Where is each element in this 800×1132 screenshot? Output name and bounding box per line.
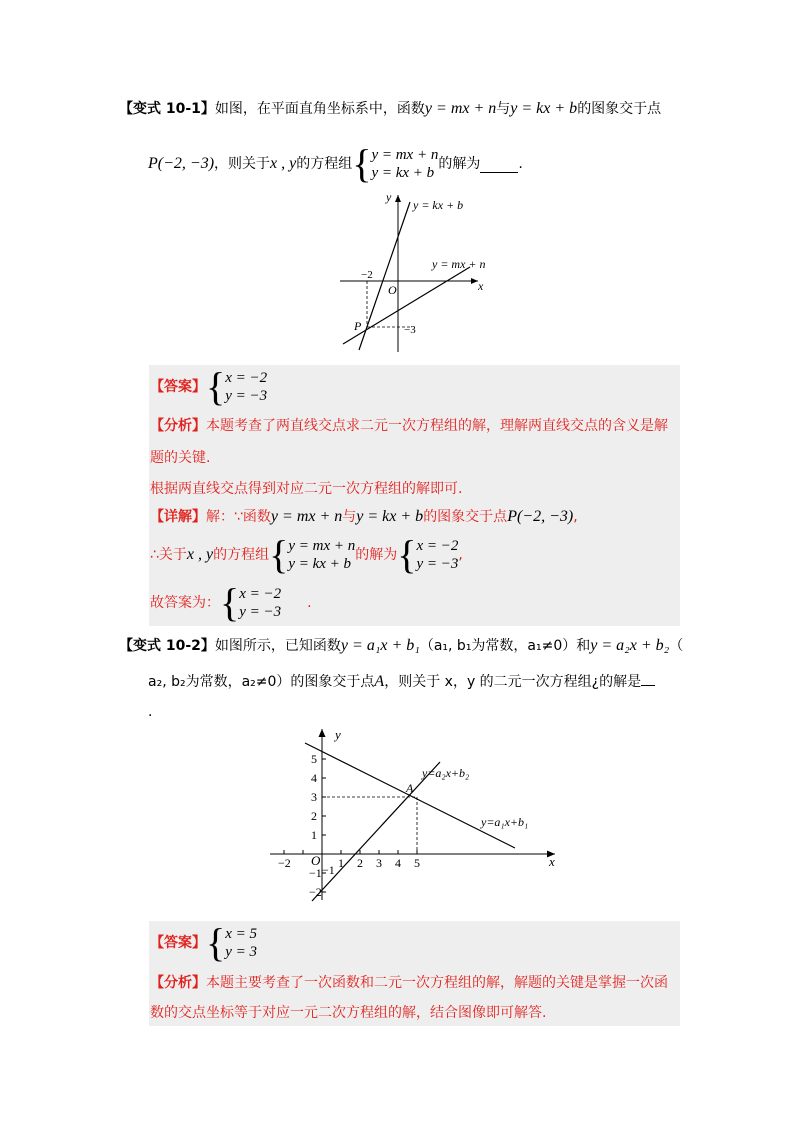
q1-x-label: x <box>478 279 484 293</box>
a1-analysis-tag: 【分析】 <box>150 418 206 434</box>
q2-x-ticks <box>284 850 417 854</box>
a1-answer-row <box>150 365 267 409</box>
a1-detail-comma2: , <box>458 547 463 563</box>
a1-detail-point: P(−2, −3) <box>507 508 574 525</box>
q1-origin: O <box>388 283 397 297</box>
a1-detail-and: 与 <box>342 509 357 525</box>
q1-line2 <box>148 142 523 186</box>
a1-final-y: y = −3 <box>239 604 282 620</box>
a1-answer-system <box>225 369 267 405</box>
q1-answer-blank[interactable] <box>480 156 518 173</box>
q1-tick-x: −2 <box>361 269 373 281</box>
a1-detail-eq-k: y = kx + b <box>356 508 424 525</box>
q1-point: P(−2, −3) <box>148 155 215 172</box>
answer-block-1 <box>149 365 680 626</box>
q2-y-tick-label: 4 <box>311 771 317 785</box>
q2-text2: a₂, b₂为常数，a₂≠0）的图象交于点 <box>148 674 375 690</box>
a1-detail-text1: 解：∵函数 <box>206 509 271 525</box>
a2-answer-system <box>225 925 257 961</box>
q1-y-label: y <box>386 190 392 204</box>
q2-y-arrow <box>319 729 326 737</box>
q2-y-tick-label: 5 <box>311 752 317 766</box>
q1-line1 <box>119 99 661 119</box>
q1-sys-eq1: y = mx + n <box>371 147 439 163</box>
a1-analysis-1 <box>150 416 668 436</box>
a1-final <box>150 581 312 625</box>
q2-eq2: y = a₂x + b₂ <box>590 637 670 654</box>
q2-x-tick-label: 2 <box>357 856 363 870</box>
q1-tick-y: −3 <box>404 324 416 336</box>
a2-brace: { <box>206 920 226 965</box>
a2-analysis-2: 数的交点坐标等于对应一元二次方程组的解，结合图像即可解答. <box>150 1005 547 1021</box>
a1-final-x: x = −2 <box>239 586 282 602</box>
a1-detail-text2: 的图象交于点 <box>423 509 508 525</box>
q2-y-tick-label: 1 <box>311 828 317 842</box>
a1-final-period: . <box>307 595 312 611</box>
q1-sys-eq2: y = kx + b <box>371 165 435 181</box>
a1-detail-solution <box>416 537 458 573</box>
a1-ans-y: y = −3 <box>225 388 268 404</box>
q2-graph <box>265 725 565 907</box>
a1-final-system <box>239 585 281 621</box>
q1-text-post: 的图象交于点 <box>577 101 662 117</box>
q1-point-label: P <box>354 319 362 333</box>
q2-x-tick-label: 3 <box>376 856 382 870</box>
q2-text-pre: 如图所示，已知函数 <box>214 638 341 654</box>
a2-analysis-1 <box>150 973 668 993</box>
a1-detail-sys2: y = kx + b <box>288 556 352 572</box>
a1-detail-eq-m: y = mx + n <box>270 508 343 525</box>
q1-system <box>371 146 438 182</box>
answer-block-2 <box>149 921 680 1026</box>
q2-y-tick-label: 2 <box>311 809 317 823</box>
q1-y-arrow <box>395 195 401 202</box>
q1-eq-m: y = mx + n <box>424 100 497 117</box>
q1-post: 的方程组 <box>296 156 353 172</box>
q1-mid: ，则关于 <box>214 156 271 172</box>
a1-detail-text3: ∴关于 <box>150 547 187 563</box>
q2-tag: 【变式 10-2】 <box>119 638 215 654</box>
q2-label-line2: y=a₂x+b₂ <box>422 766 470 780</box>
q2-y-tick-label: −1 <box>309 866 322 880</box>
a1-analysis-2: 题的关键. <box>150 450 211 466</box>
a1-detail-tag: 【详解】 <box>150 509 206 525</box>
q1-label-m: y = mx + n <box>432 257 486 271</box>
q1-period: . <box>518 156 523 172</box>
a1-answer-tag: 【答案】 <box>150 379 206 395</box>
q1-eq-k: y = kx + b <box>510 100 578 117</box>
a1-detail-brace2: { <box>397 532 417 577</box>
a1-detail-comma: , <box>573 509 578 525</box>
q1-text-pre: 如图，在平面直角坐标系中，函数 <box>214 101 425 117</box>
q2-x-tick-label: 4 <box>395 856 401 870</box>
q1-brace: { <box>352 141 372 186</box>
q1-label-k: y = kx + b <box>413 198 464 212</box>
a1-detail-brace1: { <box>269 532 289 577</box>
a1-detail-1 <box>150 507 578 527</box>
a1-detail-text5: 的解为 <box>355 547 398 563</box>
q2-x-tick-label: −1 <box>322 863 335 877</box>
q2-eq1: y = a₁x + b₁ <box>340 637 420 654</box>
q2-x-tick-label: 1 <box>338 856 344 870</box>
a2-analysis-text1: 本题主要考查了一次函数和二元一次方程组的解，解题的关键是掌握一次函 <box>206 975 668 991</box>
a1-analysis-3: 根据两直线交点得到对应二元一次方程组的解即可. <box>150 481 463 497</box>
a1-ans-x: x = −2 <box>225 370 268 386</box>
q2-line-1 <box>305 743 515 848</box>
a1-detail-system <box>288 537 355 573</box>
a1-detail-sol-x: x = −2 <box>416 538 459 554</box>
q2-y-tick-label: −2 <box>309 885 322 899</box>
q1-vars: x , y <box>270 155 297 172</box>
q2-line3: . <box>148 704 153 720</box>
a1-detail-2 <box>150 533 463 577</box>
q2-line1 <box>119 636 683 656</box>
q2-y-tick-label: 3 <box>311 790 317 804</box>
q2-x-tick-label: 5 <box>414 856 420 870</box>
a1-final-brace: { <box>220 580 240 625</box>
q1-x-arrow <box>471 278 478 284</box>
q1-and: 与 <box>496 101 511 117</box>
q2-x-label: x <box>549 854 555 869</box>
q2-line-2 <box>312 762 440 901</box>
a2-ans-y: y = 3 <box>225 944 257 960</box>
q2-text3: ，则关于 x，y 的二元一次方程组¿的解是 <box>384 674 642 690</box>
a1-detail-sys1: y = mx + n <box>288 538 356 554</box>
q2-point: A <box>374 673 385 690</box>
a1-final-label: 故答案为： <box>150 595 220 611</box>
q2-x-tick-label: −2 <box>278 856 291 870</box>
q2-line2 <box>148 669 655 692</box>
q2-label-line1: y=a₁x+b₁ <box>481 815 529 829</box>
a2-ans-x: x = 5 <box>225 926 257 942</box>
q2-answer-blank[interactable] <box>641 669 655 686</box>
q2-point-label: A <box>406 781 414 795</box>
a1-detail-text4: 的方程组 <box>213 547 270 563</box>
q1-end: 的解为 <box>438 156 481 172</box>
a2-answer-row <box>150 921 257 965</box>
q1-graph <box>330 190 500 355</box>
a2-answer-tag: 【答案】 <box>150 935 206 951</box>
q2-paren-open: （ <box>669 638 684 654</box>
a1-brace: { <box>206 364 226 409</box>
q2-y-label: y <box>335 727 341 742</box>
q2-origin: O <box>311 853 321 868</box>
a2-analysis-tag: 【分析】 <box>150 975 206 991</box>
q1-tag: 【变式 10-1】 <box>119 101 215 117</box>
a1-detail-vars: x , y <box>186 546 214 563</box>
a1-analysis-text1: 本题考查了两直线交点求二元一次方程组的解，理解两直线交点的含义是解 <box>206 418 668 434</box>
q2-paren1: （a₁, b₁为常数，a₁≠0）和 <box>419 638 591 654</box>
a1-detail-sol-y: y = −3 <box>416 556 459 572</box>
